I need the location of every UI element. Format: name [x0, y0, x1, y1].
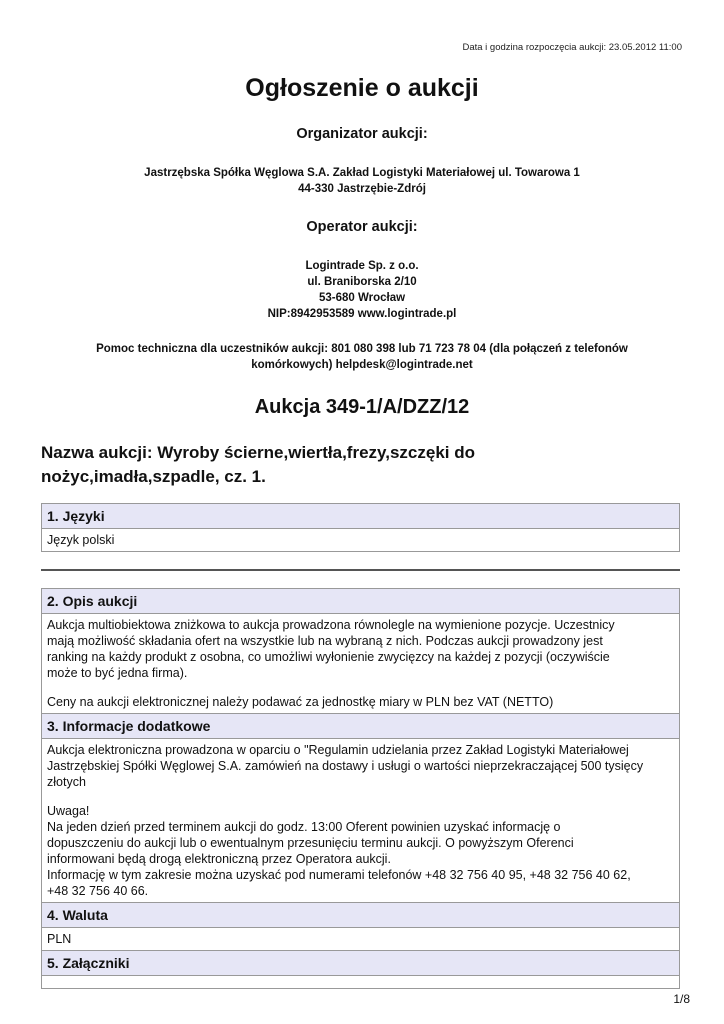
- body-line: Aukcja multiobiektowa zniżkowa to aukcja prowadzona równolegle na wymienione pozycje. Uczestnicy: [47, 618, 615, 632]
- body-line: może to być jedna firma).: [47, 666, 188, 680]
- section-description-and-more: [41, 588, 680, 989]
- section-body: [42, 614, 679, 714]
- body-line: mają możliwość składania ofert na wszystkie lub na wybraną z nich. Podczas aukcji prowadzony jest: [47, 634, 603, 648]
- body-line: złotych: [47, 775, 86, 789]
- divider: [41, 569, 680, 571]
- body-line: Uwaga!: [47, 804, 90, 818]
- body-line: informowani będą drogą elektroniczną przez Operatora aukcji.: [47, 852, 391, 866]
- section-heading: 1. Języki: [42, 504, 679, 529]
- page-number: 1/8: [673, 992, 690, 1006]
- section-body: [42, 976, 679, 989]
- support-line: Pomoc techniczna dla uczestników aukcji: 801 080 398 lub 71 723 78 04 (dla połączeń z telefonów: [96, 343, 628, 355]
- section-heading: 3. Informacje dodatkowe: [42, 714, 679, 739]
- operator-line: NIP:8942953589 www.logintrade.pl: [267, 308, 457, 320]
- organizer-line: 44-330 Jastrzębie-Zdrój: [298, 183, 426, 195]
- operator-heading: Operator aukcji:: [306, 219, 418, 235]
- section-heading: 5. Załączniki: [42, 951, 679, 976]
- support-line: komórkowych) helpdesk@logintrade.net: [251, 359, 473, 371]
- body-line: Na jeden dzień przed terminem aukcji do godz. 13:00 Oferent powinien uzyskać informację o: [47, 820, 561, 834]
- body-line: dopuszczeniu do aukcji lub o ewentualnym przesunięciu terminu aukcji. O powyższym Oferenci: [47, 836, 574, 850]
- auction-name-line: Nazwa aukcji: Wyroby ścierne,wiertła,frezy,szczęki do: [41, 443, 475, 462]
- section-body: [42, 739, 679, 903]
- body-line: Ceny na aukcji elektronicznej należy podawać za jednostkę miary w PLN bez VAT (NETTO): [47, 695, 554, 709]
- auction-start-date: Data i godzina rozpoczęcia aukcji: 23.05.2012 11:00: [462, 42, 682, 53]
- body-line: ranking na każdy produkt z osobna, co umożliwi wyłonienie zwycięzcy na każdej z pozycji (oczywiście: [47, 650, 610, 664]
- body-line: Informację w tym zakresie można uzyskać pod numerami telefonów +48 32 756 40 95, +48 32 756 40 62,: [47, 868, 631, 882]
- body-line: Jastrzębskiej Spółki Węglowej S.A. zamówień na dostawy i usługi o wartości nieprzekraczającej 500 tysięcy: [47, 759, 644, 773]
- operator-details: [40, 258, 684, 322]
- auction-name: [41, 441, 681, 489]
- section-languages: [41, 503, 680, 552]
- auction-number: Aukcja 349-1/A/DZZ/12: [254, 396, 470, 418]
- organizer-line: Jastrzębska Spółka Węglowa S.A. Zakład Logistyki Materiałowej ul. Towarowa 1: [144, 167, 580, 179]
- technical-support: [40, 341, 684, 373]
- section-heading: 4. Waluta: [42, 903, 679, 928]
- operator-line: ul. Braniborska 2/10: [307, 276, 417, 288]
- operator-line: 53-680 Wrocław: [318, 292, 406, 304]
- organizer-heading: Organizator aukcji:: [296, 126, 428, 142]
- operator-line: Logintrade Sp. z o.o.: [305, 260, 419, 272]
- section-body: PLN: [42, 928, 679, 951]
- spacer: [47, 681, 674, 694]
- auction-name-line: nożyc,imadła,szpadle, cz. 1.: [41, 467, 266, 486]
- page-title: Ogłoszenie o aukcji: [245, 74, 479, 102]
- section-heading: 2. Opis aukcji: [42, 589, 679, 614]
- organizer-details: [40, 165, 684, 197]
- body-line: +48 32 756 40 66.: [47, 884, 149, 898]
- spacer: [47, 790, 674, 803]
- body-line: Aukcja elektroniczna prowadzona w oparciu o "Regulamin udzielania przez Zakład Logistyki Materiałowej: [47, 743, 629, 757]
- section-body: Język polski: [42, 529, 679, 552]
